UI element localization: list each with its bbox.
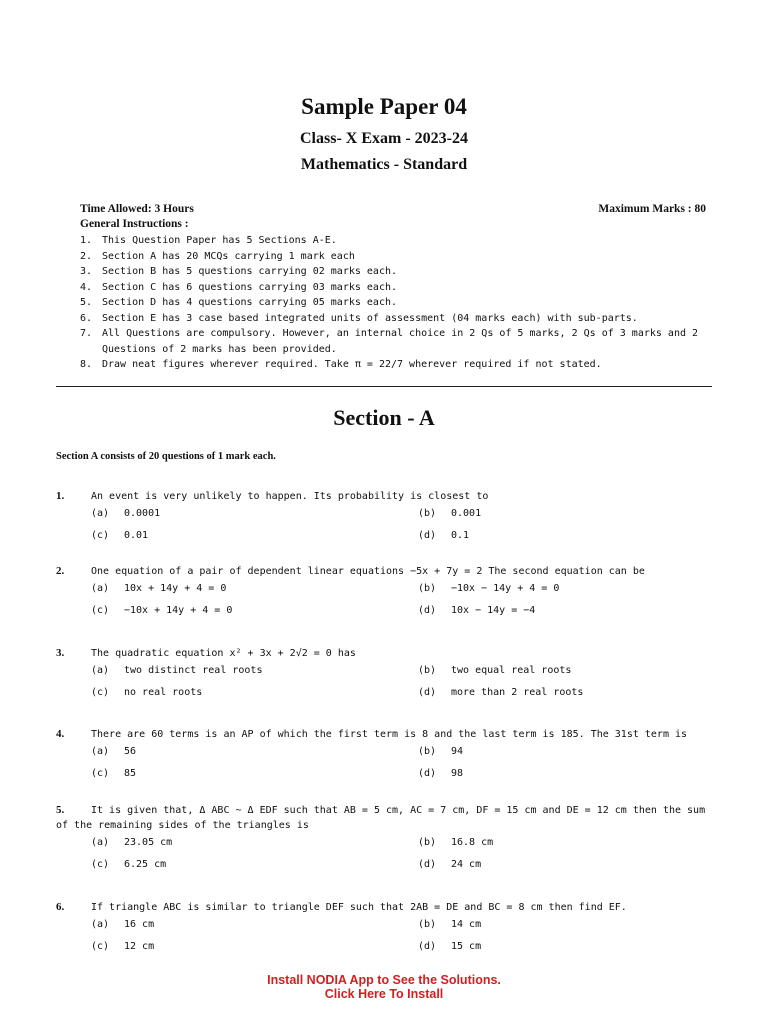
question-number: 1.	[56, 490, 65, 502]
option-label: (c)	[91, 768, 110, 779]
question-text: One equation of a pair of dependent linear equations −5x + 7y = 2 The second equation can be	[91, 566, 645, 577]
question-2	[56, 564, 716, 623]
option-text: −10x − 14y + 4 = 0	[451, 583, 560, 594]
option-d[interactable]	[418, 857, 481, 872]
option-text: more than 2 real roots	[451, 687, 584, 698]
section-heading: Section - A	[333, 405, 435, 430]
instruction-text: Section A has 20 MCQs carrying 1 mark each	[102, 250, 355, 262]
instruction-text: Section D has 4 questions carrying 05 marks each.	[102, 297, 398, 308]
question-text: It is given that, Δ ABC ~ Δ EDF such that AB = 5 cm, AC = 7 cm, DF = 15 cm and DE = 12 cm then the sum of the remaining sides of the triangles is	[56, 805, 706, 831]
question-4	[56, 727, 716, 786]
option-text: 6.25 cm	[124, 859, 167, 870]
option-text: 56	[124, 746, 137, 757]
option-text: 15 cm	[451, 941, 482, 952]
option-b[interactable]	[418, 581, 559, 596]
option-d[interactable]	[418, 766, 463, 781]
option-text: no real roots	[124, 687, 203, 698]
question-options	[91, 833, 716, 877]
option-text: 10x + 14y + 4 = 0	[124, 583, 227, 594]
instruction-item	[80, 295, 714, 311]
instruction-item	[80, 357, 714, 373]
option-text: two distinct real roots	[124, 665, 263, 676]
install-app-link[interactable]: Install NODIA App to See the Solutions.	[267, 973, 501, 987]
option-a[interactable]	[91, 581, 226, 596]
option-label: (b)	[418, 746, 437, 757]
instruction-number: 8.	[80, 359, 93, 370]
instruction-number: 5.	[80, 297, 93, 308]
instruction-text: Section C has 6 questions carrying 03 marks each.	[102, 281, 398, 293]
question-options	[91, 504, 716, 548]
option-label: (b)	[418, 665, 437, 676]
instruction-number: 7.	[80, 328, 93, 339]
option-label: (d)	[418, 941, 437, 952]
option-d[interactable]	[418, 685, 583, 700]
question-options	[91, 661, 716, 705]
option-text: 94	[451, 746, 464, 757]
instructions-title: General Instructions :	[80, 218, 189, 230]
option-c[interactable]	[91, 857, 166, 872]
instruction-text: This Question Paper has 5 Sections A-E.	[102, 235, 337, 246]
instruction-text: Section B has 5 questions carrying 02 marks each.	[102, 266, 398, 277]
option-a[interactable]	[91, 663, 262, 678]
instruction-number: 6.	[80, 312, 93, 324]
option-label: (b)	[418, 508, 437, 519]
instruction-text: Draw neat figures wherever required. Take π = 22/7 wherever required if not stated.	[102, 359, 602, 370]
option-b[interactable]	[418, 744, 463, 759]
option-label: (a)	[91, 508, 110, 519]
option-label: (d)	[418, 768, 437, 779]
question-text: There are 60 terms is an AP of which the first term is 8 and the last term is 185. The 31st term is	[91, 729, 688, 740]
instruction-item	[80, 326, 714, 357]
section-divider	[56, 386, 712, 387]
option-a[interactable]	[91, 744, 136, 759]
question-number: 5.	[56, 804, 65, 816]
option-text: 23.05 cm	[124, 837, 173, 848]
option-label: (b)	[418, 583, 437, 594]
question-options	[91, 579, 716, 623]
question-number: 6.	[56, 901, 65, 913]
paper-title: Sample Paper 04	[301, 94, 467, 119]
question-6	[56, 900, 716, 959]
option-text: 16.8 cm	[451, 837, 494, 848]
option-d[interactable]	[418, 603, 535, 618]
option-text: 0.0001	[124, 508, 161, 519]
option-label: (c)	[91, 530, 110, 541]
question-number: 2.	[56, 565, 65, 577]
subject-subtitle: Mathematics - Standard	[300, 156, 468, 173]
option-d[interactable]	[418, 939, 481, 954]
instruction-number: 1.	[80, 235, 93, 246]
instruction-item	[80, 264, 714, 280]
instruction-item	[80, 280, 714, 296]
instruction-number: 2.	[80, 250, 93, 262]
option-label: (b)	[418, 919, 437, 930]
question-1	[56, 489, 716, 548]
question-options	[91, 915, 716, 959]
option-label: (d)	[418, 530, 437, 541]
option-label: (b)	[418, 837, 437, 848]
option-text: 24 cm	[451, 859, 482, 870]
option-a[interactable]	[91, 917, 154, 932]
option-text: 98	[451, 768, 464, 779]
question-text: An event is very unlikely to happen. Its probability is closest to	[91, 491, 489, 502]
option-c[interactable]	[91, 603, 232, 618]
app-promo-footer	[0, 973, 768, 1001]
instructions-list	[80, 233, 714, 373]
instruction-number: 3.	[80, 266, 93, 277]
instruction-item	[80, 249, 714, 265]
option-text: two equal real roots	[451, 665, 572, 676]
option-label: (d)	[418, 859, 437, 870]
option-label: (a)	[91, 665, 110, 676]
instruction-text: All Questions are compulsory. However, an internal choice in 2 Qs of 5 marks, 2 Qs of 3 marks and 2 Questions of 2 marks has been provided.	[102, 328, 699, 355]
option-label: (a)	[91, 837, 110, 848]
question-text: The quadratic equation x² + 3x + 2√2 = 0 has	[91, 648, 356, 659]
maximum-marks: Maximum Marks : 80	[598, 203, 706, 215]
option-text: 10x − 14y = −4	[451, 605, 536, 616]
click-to-install-link[interactable]: Click Here To Install	[324, 987, 444, 1001]
question-text: If triangle ABC is similar to triangle DEF such that 2AB = DE and BC = 8 cm then find EF.	[91, 902, 627, 913]
question-number: 4.	[56, 728, 65, 740]
instruction-text: Section E has 3 case based integrated units of assessment (04 marks each) with sub-parts.	[102, 312, 638, 324]
time-allowed: Time Allowed: 3 Hours	[80, 203, 194, 215]
option-label: (c)	[91, 941, 110, 952]
option-text: −10x + 14y + 4 = 0	[124, 605, 233, 616]
option-text: 14 cm	[451, 919, 482, 930]
option-text: 0.001	[451, 508, 482, 519]
option-label: (c)	[91, 859, 110, 870]
option-c[interactable]	[91, 528, 148, 543]
option-text: 0.01	[124, 530, 149, 541]
option-text: 16 cm	[124, 919, 155, 930]
option-b[interactable]	[418, 835, 493, 850]
option-b[interactable]	[418, 917, 481, 932]
option-c[interactable]	[91, 766, 136, 781]
option-c[interactable]	[91, 685, 202, 700]
option-d[interactable]	[418, 528, 469, 543]
option-a[interactable]	[91, 835, 172, 850]
option-c[interactable]	[91, 939, 154, 954]
question-3	[56, 646, 716, 705]
option-text: 12 cm	[124, 941, 155, 952]
option-label: (c)	[91, 605, 110, 616]
instruction-item	[80, 233, 714, 249]
option-label: (d)	[418, 605, 437, 616]
instruction-item	[80, 311, 714, 327]
option-text: 0.1	[451, 530, 470, 541]
option-label: (c)	[91, 687, 110, 698]
option-a[interactable]	[91, 506, 160, 521]
option-label: (a)	[91, 919, 110, 930]
section-note: Section A consists of 20 questions of 1 mark each.	[56, 451, 276, 462]
question-options	[91, 742, 716, 786]
option-text: 85	[124, 768, 137, 779]
question-5	[56, 803, 716, 877]
instruction-number: 4.	[80, 281, 93, 293]
option-label: (a)	[91, 746, 110, 757]
class-exam-subtitle: Class- X Exam - 2023-24	[300, 130, 468, 147]
question-number: 3.	[56, 647, 65, 659]
option-label: (a)	[91, 583, 110, 594]
option-b[interactable]	[418, 663, 571, 678]
option-b[interactable]	[418, 506, 481, 521]
option-label: (d)	[418, 687, 437, 698]
